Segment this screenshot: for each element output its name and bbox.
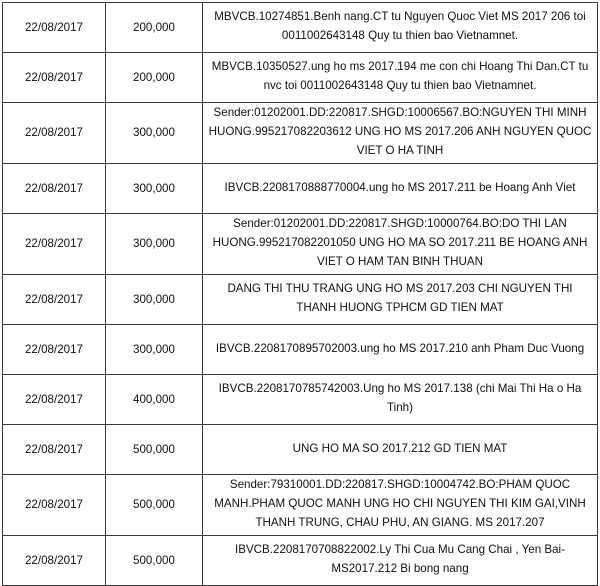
table-row xyxy=(3,3,598,53)
table-row xyxy=(3,425,598,475)
description-cell: IBVCB.2208170785742003.Ung ho MS 2017.138 (chi Mai Thi Ha o Ha Tinh) xyxy=(203,375,598,425)
table-row xyxy=(3,275,598,325)
amount-cell: 400,000 xyxy=(106,375,203,425)
table-body xyxy=(3,3,598,586)
description-cell: Sender:01202001.DD:220817.SHGD:10006567.BO:NGUYEN THI MINH HUONG.995217082203612 UNG HO MS 2017.206 ANH NGUYEN QUOC VIET O HA TINH xyxy=(203,103,598,164)
description-cell: IBVCB.2208170888770004.ung ho MS 2017.211 be Hoang Anh Viet xyxy=(203,164,598,214)
table-row xyxy=(3,375,598,425)
description-cell: UNG HO MA SO 2017.212 GD TIEN MAT xyxy=(203,425,598,475)
description-cell: DANG THI THU TRANG UNG HO MS 2017.203 CHI NGUYEN THI THANH HUONG TPHCM GD TIEN MAT xyxy=(203,275,598,325)
description-cell: MBVCB.10274851.Benh nang.CT tu Nguyen Quoc Viet MS 2017 206 toi 0011002643148 Quy tu thien bao Vietnamnet. xyxy=(203,3,598,53)
amount-cell: 300,000 xyxy=(106,325,203,375)
table-row xyxy=(3,536,598,586)
table-row xyxy=(3,325,598,375)
table-row xyxy=(3,53,598,103)
description-cell: IBVCB.2208170708822002.Ly Thi Cua Mu Cang Chai , Yen Bai- MS2017.212 Bi bong nang xyxy=(203,536,598,586)
date-cell: 22/08/2017 xyxy=(3,325,106,375)
table-row xyxy=(3,164,598,214)
date-cell: 22/08/2017 xyxy=(3,425,106,475)
description-cell: Sender:79310001.DD:220817.SHGD:10004742.BO:PHAM QUOC MANH.PHAM QUOC MANH UNG HO CHI NGUYEN THI KIM GAI,VINH THANH TRUNG, CHAU PHU, AN GIANG. MS 2017.207 xyxy=(203,475,598,536)
date-cell: 22/08/2017 xyxy=(3,164,106,214)
date-cell: 22/08/2017 xyxy=(3,275,106,325)
date-cell: 22/08/2017 xyxy=(3,375,106,425)
date-cell: 22/08/2017 xyxy=(3,536,106,586)
table-row xyxy=(3,475,598,536)
table-row xyxy=(3,103,598,164)
amount-cell: 300,000 xyxy=(106,164,203,214)
table-row xyxy=(3,214,598,275)
amount-cell: 500,000 xyxy=(106,425,203,475)
amount-cell: 300,000 xyxy=(106,275,203,325)
amount-cell: 200,000 xyxy=(106,53,203,103)
date-cell: 22/08/2017 xyxy=(3,475,106,536)
amount-cell: 300,000 xyxy=(106,214,203,275)
date-cell: 22/08/2017 xyxy=(3,53,106,103)
description-cell: IBVCB.2208170895702003.ung ho MS 2017.210 anh Pham Duc Vuong xyxy=(203,325,598,375)
amount-cell: 300,000 xyxy=(106,103,203,164)
date-cell: 22/08/2017 xyxy=(3,3,106,53)
amount-cell: 500,000 xyxy=(106,475,203,536)
amount-cell: 500,000 xyxy=(106,536,203,586)
transaction-table xyxy=(2,2,598,586)
description-cell: MBVCB.10350527.ung ho ms 2017.194 me con chi Hoang Thi Dan.CT tu nvc toi 0011002643148 Quy tu thien bao Vietnamnet. xyxy=(203,53,598,103)
date-cell: 22/08/2017 xyxy=(3,214,106,275)
date-cell: 22/08/2017 xyxy=(3,103,106,164)
amount-cell: 200,000 xyxy=(106,3,203,53)
description-cell: Sender:01202001.DD:220817.SHGD:10000764.BO:DO THI LAN HUONG.995217082201050 UNG HO MA SO 2017.211 BE HOANG ANH VIET O HAM TAN BINH THUAN xyxy=(203,214,598,275)
